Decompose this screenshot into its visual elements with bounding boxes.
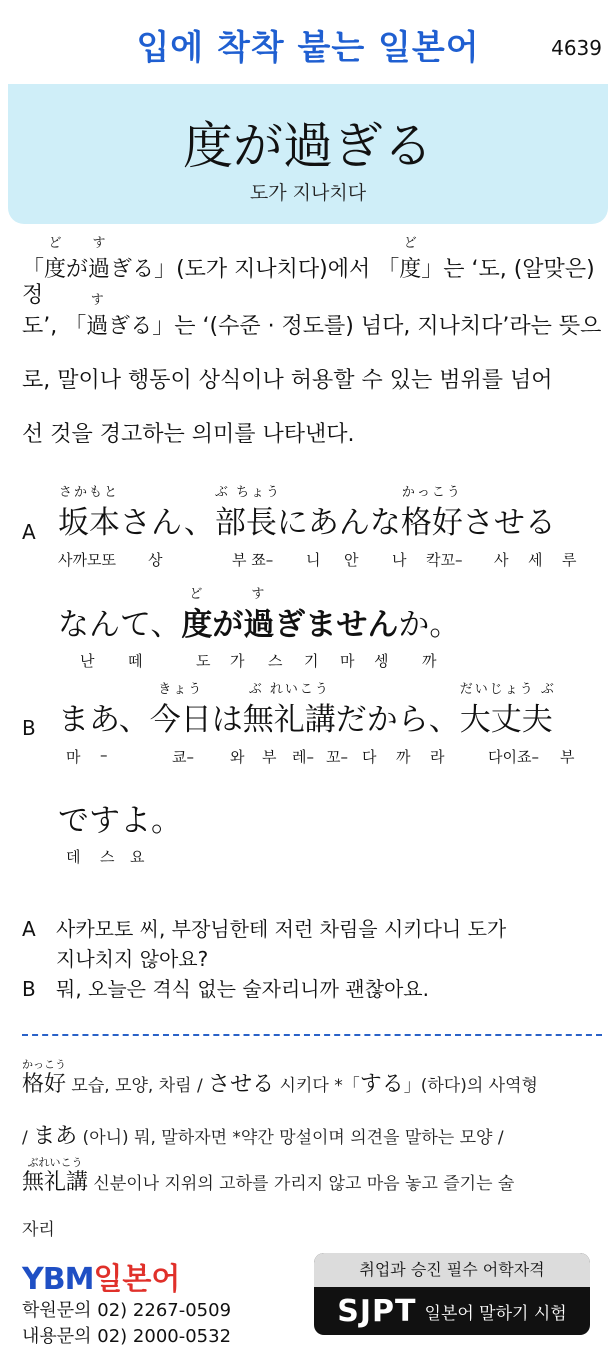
vocab-line-1: かっこう 格好 모습, 모양, 차림 / させる 시키다 *「する」(하다)의 사역형 (22, 1058, 538, 1097)
pron-syllable: 상 (148, 551, 163, 569)
translation-block (22, 914, 602, 1004)
academy-contact: 학원문의 02) 2267-0509 (22, 1300, 232, 1321)
sjpt-bar (314, 1287, 590, 1335)
ruby-word: ぶ ちょう 部長 (214, 485, 282, 541)
pron-syllable: 쿄– (172, 748, 194, 766)
ruby-word: かっこう 格好 (22, 1058, 67, 1097)
speaker-b-label: B (22, 716, 36, 740)
pron-syllable: 스 (100, 848, 115, 866)
ruby-word: かっこう 格好 (400, 485, 463, 541)
highlighted-expression: ど 度が す 過ぎません (181, 587, 399, 643)
intro-line-3: 로, 말이나 행동이 상식이나 허용할 수 있는 범위를 넘어 (22, 368, 553, 393)
pron-syllable: 레– (292, 748, 314, 766)
ruby-word: ぶ れいこう 無礼講 (242, 682, 336, 738)
ruby-word: きょう 今日 (149, 682, 212, 738)
pron-syllable: 기 (304, 652, 319, 670)
ybm-logo: YBM일본어 (22, 1262, 181, 1297)
title-box (8, 84, 608, 224)
pron-syllable: 난 (80, 652, 95, 670)
translation-a: A 사카모토 씨, 부장님한테 저런 차림을 시키다니 도가 (22, 917, 507, 941)
dashed-divider (22, 1034, 602, 1036)
sjpt-banner (314, 1253, 590, 1335)
vocab-line-2: / まあ (아니) 뭐, 말하자면 *약간 망설이며 의견을 말하는 모양 / (22, 1124, 504, 1149)
column-title: 입에 착착 붙는 일본어 (136, 28, 480, 68)
pron-syllable: 부 쬬– (232, 551, 274, 569)
example-b-line-2: ですよ。 (58, 803, 182, 839)
pron-syllable: 까 (422, 652, 437, 670)
ruby-word: す 過 (88, 236, 111, 282)
pron-syllable: 다이죠– (488, 748, 539, 766)
pron-syllable: 나 (392, 551, 407, 569)
intro-line-1: 「 ど 度が す 過ぎる」(도가 지나치다)에서 「 ど 度」는 ‘도, (알맞은) 정 (22, 236, 595, 309)
pron-syllable: 니 (306, 551, 321, 569)
pron-syllable: 요 (130, 848, 145, 866)
pron-syllable: 와 (230, 748, 245, 766)
pron-syllable: 마 (340, 652, 355, 670)
ruby-word: ぶれいこう 無礼講 (22, 1156, 89, 1195)
expression-meaning: 도가 지나치다 (249, 182, 367, 204)
pron-syllable: 가 (230, 652, 245, 670)
pron-syllable: 도 (196, 652, 211, 670)
pron-syllable: 데 (66, 848, 81, 866)
ruby-word: す 過 (86, 293, 109, 339)
ruby-word: だいじょう ぶ 大丈夫 (459, 682, 556, 738)
sjpt-description: 일본어 말하기 시험 (424, 1303, 567, 1324)
pron-syllable: 마 (66, 748, 81, 766)
example-b-line-1: まあ、 きょう 今日は ぶ れいこう 無礼講だから、 だいじょう ぶ 大丈夫 (58, 682, 556, 738)
pron-syllable: 사 (494, 551, 509, 569)
intro-line-4: 선 것을 경고하는 의미를 나타낸다. (22, 422, 355, 447)
page-header (0, 0, 616, 84)
pron-syllable: 부 (262, 748, 277, 766)
ruby-word: ど 度 (399, 236, 422, 282)
pron-syllable: 세 (528, 551, 543, 569)
ruby-word: す 過 (243, 587, 275, 643)
content-contact: 내용문의 02) 2000-0532 (22, 1326, 232, 1347)
pron-syllable: 안 (344, 551, 359, 569)
pron-syllable: 셍 (374, 652, 389, 670)
sjpt-tagline: 취업과 승진 필수 어학자격 (314, 1253, 590, 1287)
expression-title: 度が過ぎる (183, 117, 433, 175)
pron-syllable: 스 (268, 652, 283, 670)
vocab-line-3: ぶれいこう 無礼講 신분이나 지위의 고하를 가리지 않고 마음 놓고 즐기는 술 (22, 1156, 515, 1195)
example-a-line-1: さかもと 坂本さん、 ぶ ちょう 部長にあんな かっこう 格好させる (58, 485, 556, 541)
pron-syllable: 칵꼬– (426, 551, 463, 569)
pron-syllable: 꼬– (326, 748, 348, 766)
sjpt-logo: SJPT (337, 1293, 417, 1329)
pron-syllable: – (100, 746, 108, 764)
speaker-a-label: A (22, 520, 36, 544)
ruby-word: ど 度 (181, 587, 213, 643)
translation-a-cont: 지나치지 않아요? (56, 947, 209, 971)
pron-syllable: 라 (430, 748, 445, 766)
pron-syllable: 부 (560, 748, 575, 766)
pron-syllable: 다 (362, 748, 377, 766)
issue-number: 4639 (551, 36, 602, 60)
pron-syllable: 사까모또 (58, 551, 116, 569)
pron-syllable: 떼 (128, 652, 143, 670)
translation-b: B 뭐, 오늘은 격식 없는 술자리니까 괜찮아요. (22, 977, 429, 1001)
pron-syllable: 루 (562, 551, 577, 569)
ruby-word: さかもと 坂本 (58, 485, 120, 541)
intro-line-2: 도’, 「 す 過ぎる」는 ‘(수준 · 정도를) 넘다, 지나치다’라는 뜻으 (22, 293, 602, 339)
example-a-line-2: なんて、 ど 度が す 過ぎませんか。 (58, 587, 461, 643)
pron-syllable: 까 (396, 748, 411, 766)
vocab-line-4: 자리 (22, 1220, 55, 1240)
ruby-word: ど 度 (44, 236, 67, 282)
